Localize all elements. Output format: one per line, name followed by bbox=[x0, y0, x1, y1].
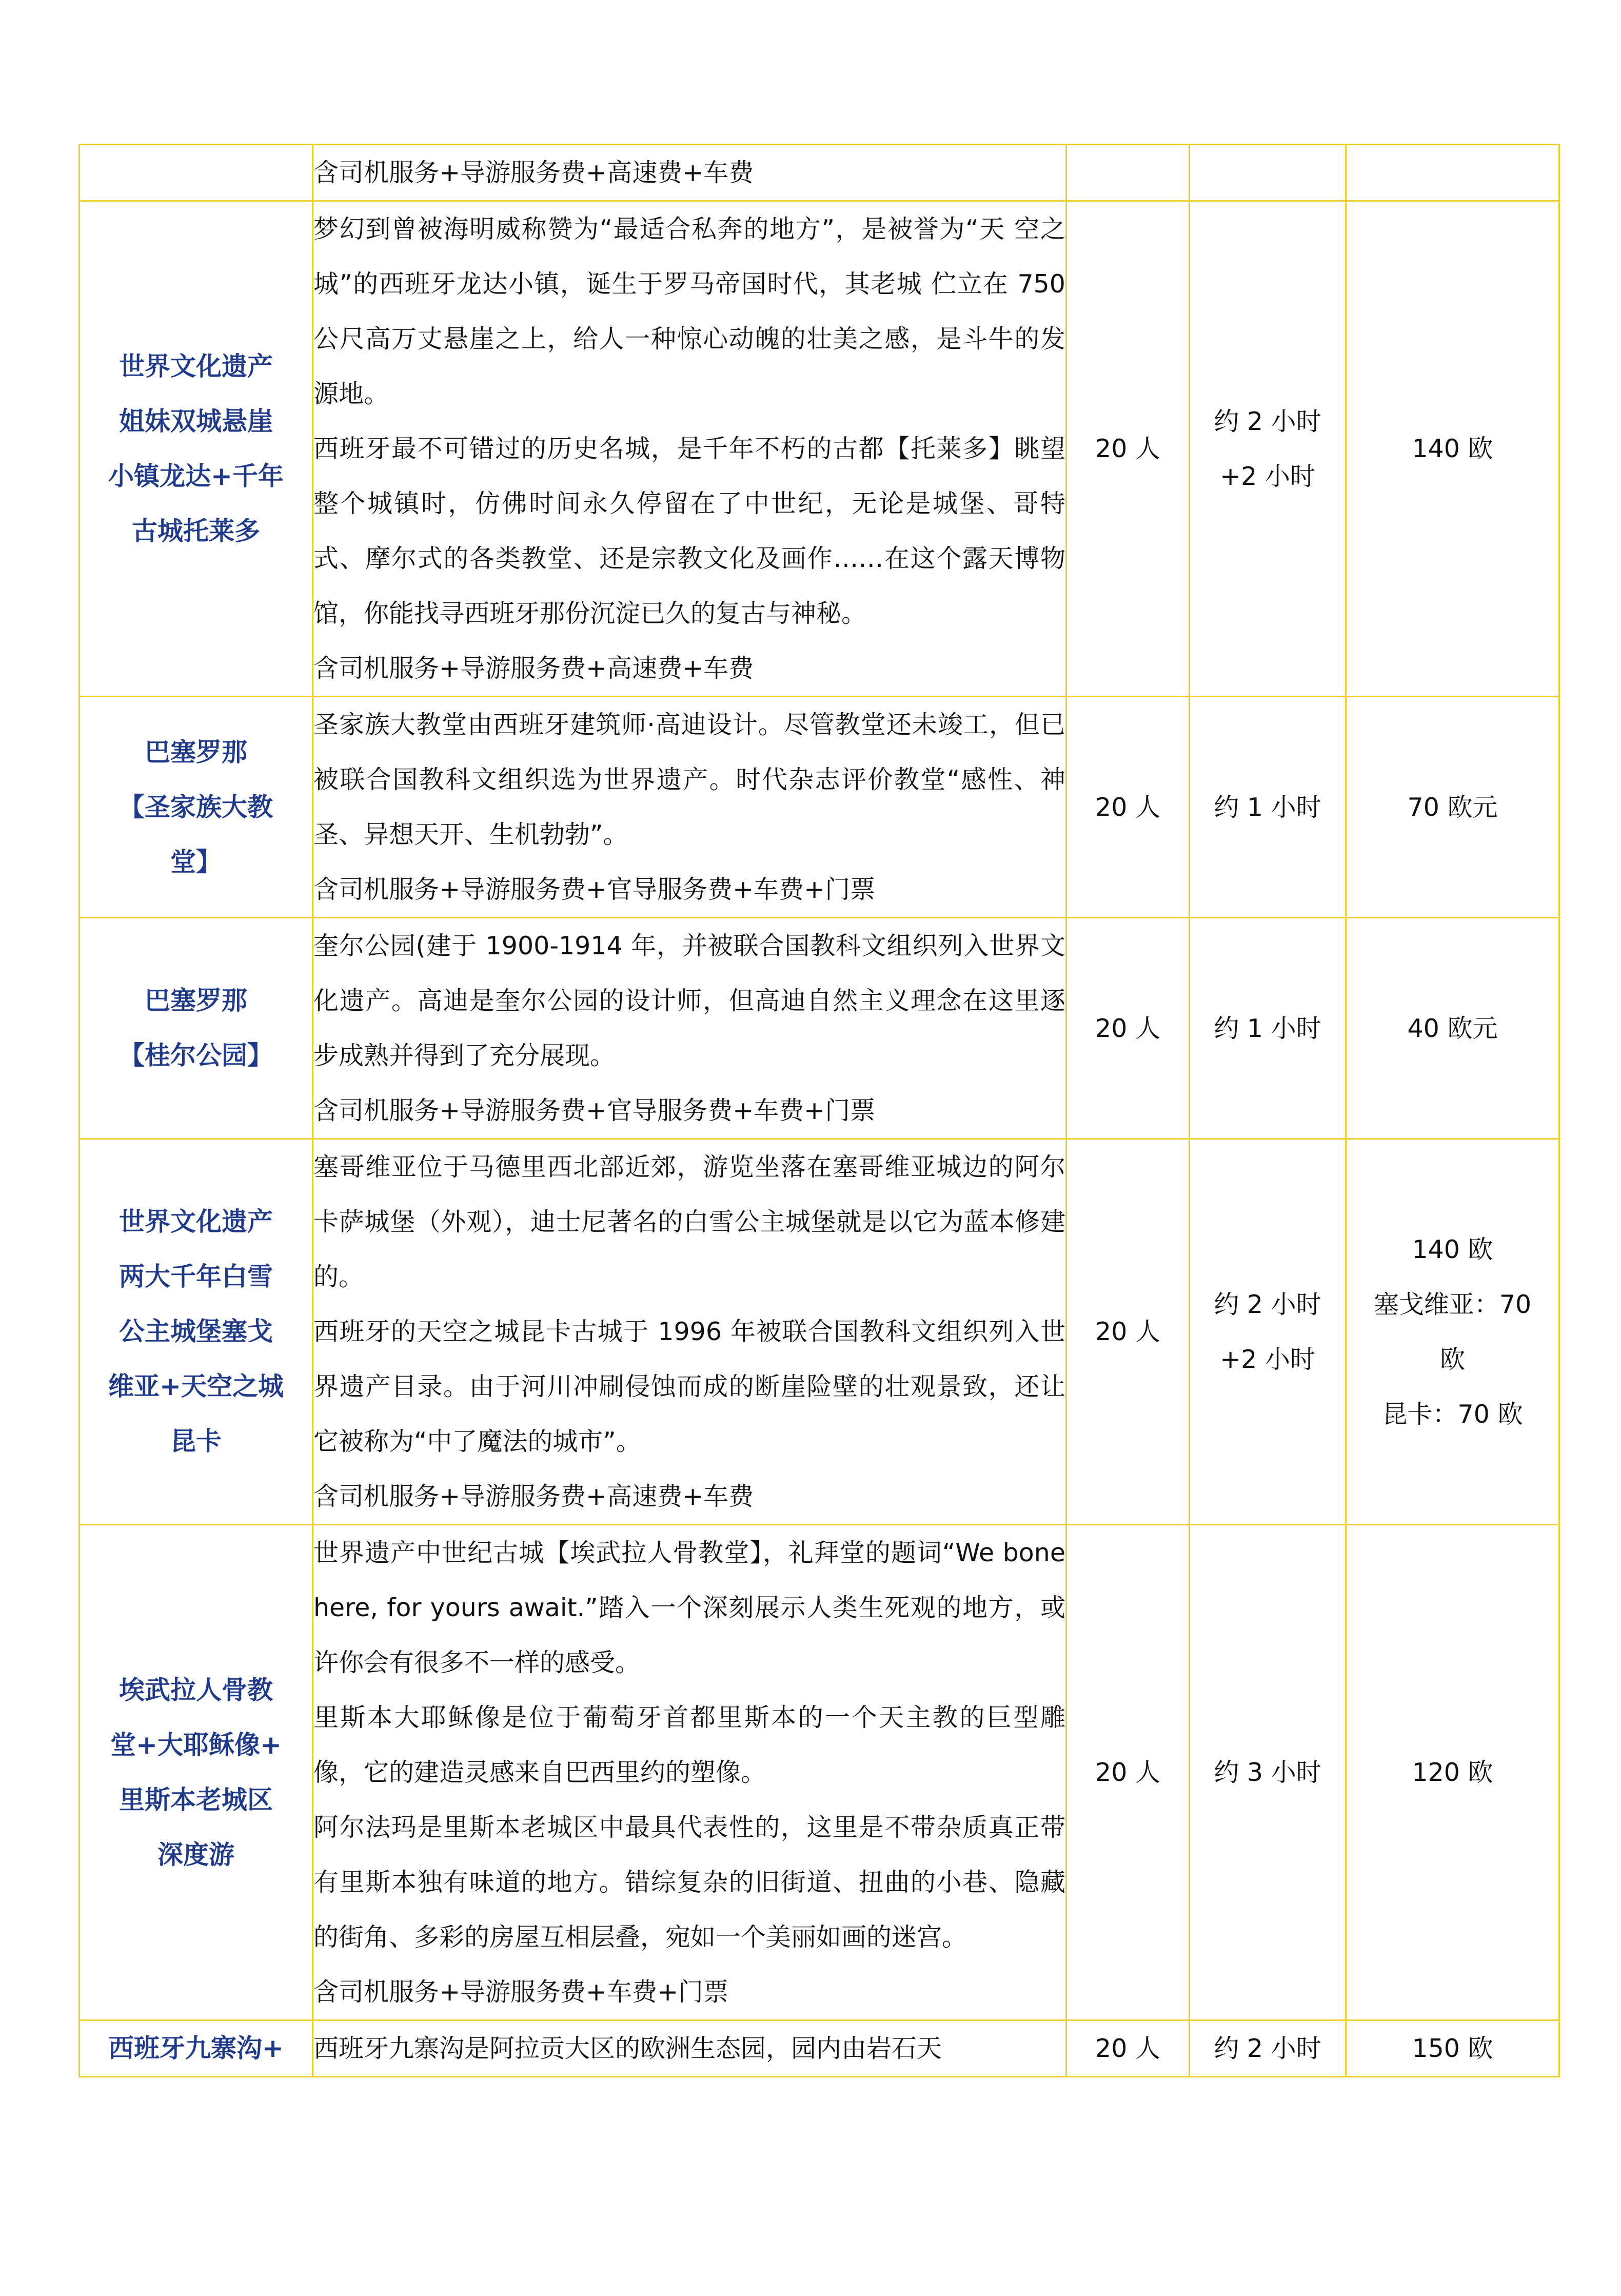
tour-name-line: 巴塞罗那 bbox=[145, 986, 247, 1015]
tour-name-line: 堂】 bbox=[170, 847, 222, 877]
description-paragraph: 世界遗产中世纪古城【埃武拉人骨教堂】，礼拜堂的题词“We bone here, for yours await.”踏入一个深刻展示人类生死观的地方，或许你会有很多不一样的感受。 bbox=[313, 1538, 1065, 1677]
price bbox=[1346, 201, 1559, 697]
tour-description bbox=[313, 2020, 1066, 2077]
tour-name bbox=[80, 697, 313, 918]
description-paragraph: 阿尔法玛是里斯本老城区中最具代表性的，这里是不带杂质真正带有里斯本独有味道的地方。错综复杂的旧街道、扭曲的小巷、隐藏的街角、多彩的房屋互相层叠，宛如一个美丽如画的迷宫。 bbox=[313, 1813, 1065, 1952]
price-line: 150 欧 bbox=[1412, 2034, 1493, 2063]
price bbox=[1346, 2020, 1559, 2077]
tour-name-line: 公主城堡塞戈 bbox=[119, 1317, 273, 1346]
duration-line: 约 2 小时 bbox=[1214, 406, 1321, 436]
price-line: 40 欧元 bbox=[1407, 1013, 1498, 1043]
duration-line: +2 小时 bbox=[1220, 461, 1315, 491]
tour-name-line: 西班牙九寨沟+ bbox=[108, 2033, 284, 2063]
tour-name-line: 【桂尔公园】 bbox=[119, 1041, 273, 1070]
included-services: 含司机服务+导游服务费+车费+门票 bbox=[313, 1977, 729, 2007]
tour-description bbox=[313, 145, 1066, 201]
price bbox=[1346, 1525, 1559, 2020]
tour-name-line: 两大千年白雪 bbox=[119, 1262, 273, 1291]
included-services: 含司机服务+导游服务费+高速费+车费 bbox=[313, 1482, 754, 1511]
tour-name-line: 古城托莱多 bbox=[132, 516, 260, 546]
duration-line: +2 小时 bbox=[1220, 1344, 1315, 1374]
tour-name bbox=[80, 1525, 313, 2020]
tour-name-line: 巴塞罗那 bbox=[145, 737, 247, 767]
duration bbox=[1190, 2020, 1346, 2077]
table-row bbox=[80, 2020, 1559, 2077]
duration-line: 约 1 小时 bbox=[1214, 792, 1321, 822]
group-size: 20 人 bbox=[1066, 1139, 1190, 1525]
tour-table bbox=[78, 144, 1560, 2077]
description-paragraph: 圣家族大教堂由西班牙建筑师·高迪设计。尽管教堂还未竣工，但已被联合国教科文组织选为世界遗产。时代杂志评价教堂“感性、神圣、异想天开、生机勃勃”。 bbox=[313, 710, 1065, 849]
price bbox=[1346, 1139, 1559, 1525]
tour-name bbox=[80, 1139, 313, 1525]
tour-name bbox=[80, 201, 313, 697]
group-size: 20 人 bbox=[1066, 1525, 1190, 2020]
description-paragraph: 奎尔公园(建于 1900-1914 年，并被联合国教科文组织列入世界文化遗产。高迪是奎尔公园的设计师，但高迪自然主义理念在这里逐步成熟并得到了充分展现。 bbox=[313, 931, 1065, 1070]
tour-name-line: 深度游 bbox=[157, 1839, 234, 1870]
price-line: 欧 bbox=[1439, 1344, 1465, 1374]
tour-name-line: 里斯本老城区 bbox=[119, 1784, 273, 1815]
tour-name bbox=[80, 2020, 313, 2077]
duration bbox=[1190, 1139, 1346, 1525]
tour-name-line: 姐妹双城悬崖 bbox=[119, 406, 273, 436]
group-size bbox=[1066, 145, 1190, 201]
description-paragraph: 里斯本大耶稣像是位于葡萄牙首都里斯本的一个天主教的巨型雕像，它的建造灵感来自巴西里约的塑像。 bbox=[313, 1703, 1065, 1787]
price-line: 塞戈维亚：70 bbox=[1373, 1289, 1532, 1319]
duration bbox=[1190, 1525, 1346, 2020]
tour-name-line: 埃武拉人骨教 bbox=[119, 1675, 273, 1705]
tour-description bbox=[313, 1525, 1066, 2020]
description-paragraph: 西班牙最不可错过的历史名城，是千年不朽的古都【托莱多】眺望整个城镇时，仿佛时间永久停留在了中世纪，无论是城堡、哥特式、摩尔式的各类教堂、还是宗教文化及画作……在这个露天博物馆，你能找寻西班牙那份沉淀已久的复古与神秘。 bbox=[313, 434, 1065, 628]
tour-name-line: 世界文化遗产 bbox=[119, 351, 273, 381]
price-line: 140 欧 bbox=[1412, 1234, 1493, 1264]
duration-line: 约 3 小时 bbox=[1214, 1758, 1321, 1787]
tour-name-line: 【圣家族大教 bbox=[119, 792, 273, 822]
price-line: 70 欧元 bbox=[1407, 792, 1498, 822]
tour-name-line: 维亚+天空之城 bbox=[108, 1371, 284, 1401]
included-services: 含司机服务+导游服务费+官导服务费+车费+门票 bbox=[313, 1096, 876, 1125]
tour-name-line: 小镇龙达+千年 bbox=[108, 461, 284, 491]
price-line: 昆卡：70 欧 bbox=[1382, 1399, 1523, 1429]
included-services: 含司机服务+导游服务费+高速费+车费 bbox=[313, 158, 754, 187]
tour-name-line: 堂+大耶稣像+ bbox=[110, 1730, 282, 1760]
tour-description bbox=[313, 697, 1066, 918]
duration-line: 约 2 小时 bbox=[1214, 2034, 1321, 2063]
duration bbox=[1190, 201, 1346, 697]
duration bbox=[1190, 697, 1346, 918]
duration-line: 约 1 小时 bbox=[1214, 1013, 1321, 1043]
tour-description bbox=[313, 1139, 1066, 1525]
price-line: 120 欧 bbox=[1412, 1758, 1493, 1787]
tour-description bbox=[313, 918, 1066, 1139]
price bbox=[1346, 697, 1559, 918]
table-row bbox=[80, 1139, 1559, 1525]
tour-description bbox=[313, 201, 1066, 697]
group-size: 20 人 bbox=[1066, 201, 1190, 697]
price bbox=[1346, 145, 1559, 201]
tour-name-line: 世界文化遗产 bbox=[119, 1207, 273, 1237]
tour-name bbox=[80, 145, 313, 201]
description-paragraph: 塞哥维亚位于马德里西北部近郊，游览坐落在塞哥维亚城边的阿尔卡萨城堡（外观），迪士尼著名的白雪公主城堡就是以它为蓝本修建的。 bbox=[313, 1152, 1065, 1291]
group-size: 20 人 bbox=[1066, 918, 1190, 1139]
group-size: 20 人 bbox=[1066, 2020, 1190, 2077]
table-row bbox=[80, 1525, 1559, 2020]
duration bbox=[1190, 918, 1346, 1139]
table-row bbox=[80, 201, 1559, 697]
tour-name-line: 昆卡 bbox=[170, 1426, 222, 1456]
description-paragraph: 西班牙的天空之城昆卡古城于 1996 年被联合国教科文组织列入世界遗产目录。由于河川冲刷侵蚀而成的断崖险壁的壮观景致，还让它被称为“中了魔法的城市”。 bbox=[313, 1317, 1065, 1456]
table-row bbox=[80, 145, 1559, 201]
group-size: 20 人 bbox=[1066, 697, 1190, 918]
duration bbox=[1190, 145, 1346, 201]
description-paragraph: 梦幻到曾被海明威称赞为“最适合私奔的地方”，是被誉为“天 空之城”的西班牙龙达小镇，诞生于罗马帝国时代，其老城 伫立在 750 公尺高万丈悬崖之上，给人一种惊心动魄的壮美之感，是斗牛的发源地。 bbox=[313, 214, 1065, 408]
included-services: 含司机服务+导游服务费+高速费+车费 bbox=[313, 654, 754, 683]
description-paragraph: 西班牙九寨沟是阿拉贡大区的欧洲生态园，园内由岩石天 bbox=[313, 2034, 942, 2063]
price bbox=[1346, 918, 1559, 1139]
table-row bbox=[80, 918, 1559, 1139]
table-row bbox=[80, 697, 1559, 918]
included-services: 含司机服务+导游服务费+官导服务费+车费+门票 bbox=[313, 875, 876, 904]
price-line: 140 欧 bbox=[1412, 434, 1493, 463]
tour-name bbox=[80, 918, 313, 1139]
duration-line: 约 2 小时 bbox=[1214, 1289, 1321, 1319]
